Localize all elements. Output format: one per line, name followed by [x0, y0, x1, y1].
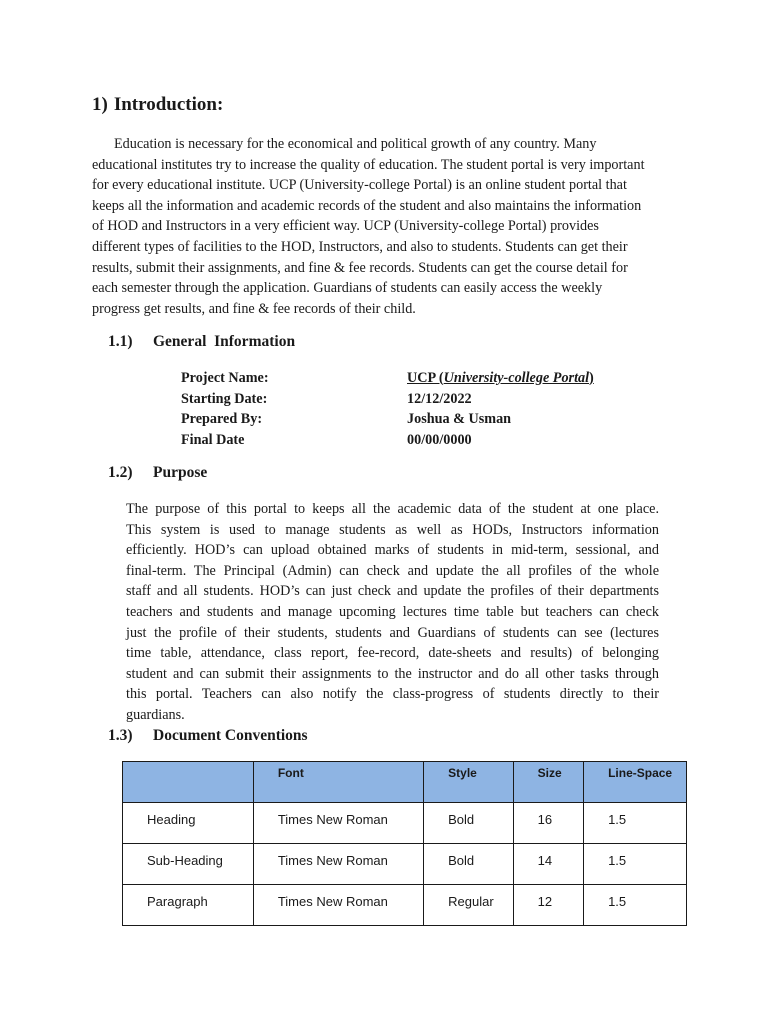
table-header-cell: Size [513, 762, 583, 803]
table-row [123, 844, 687, 885]
general-information-heading [108, 333, 295, 351]
paragraph-line: progress get results, and fine & fee records of their child. [92, 300, 416, 317]
paragraph-line: for every educational institute. UCP (University-college Portal) is an online student portal that [92, 177, 627, 194]
paragraph-line: The purpose of this portal to keeps all the academic data of the student at one place. [126, 501, 659, 517]
table-cell: 14 [513, 844, 583, 885]
purpose-heading [108, 464, 207, 482]
info-value: Joshua & Usman [407, 411, 512, 427]
table-cell: Sub-Heading [123, 844, 254, 885]
info-value: 00/00/0000 [407, 431, 472, 448]
introduction-paragraph [92, 134, 679, 319]
info-label: Final Date [181, 431, 245, 448]
paragraph-line: teachers and students and manage upcoming lectures time table but teachers can check [126, 603, 659, 620]
info-label: Starting Date: [181, 390, 268, 407]
paragraph-line: staff and all students. HOD’s can just check and update the profiles of their departments [126, 583, 659, 600]
table-cell: Bold [424, 803, 514, 844]
paragraph-line: student and can submit their assignments to the instructor and do all other tasks through [126, 665, 659, 682]
heading-number: 1.2) [108, 464, 133, 481]
table-row [123, 803, 687, 844]
paragraph-line: time table, attendance, class report, fee-record, date-sheets and results) of belonging [126, 645, 659, 662]
paragraph-line: results, submit their assignments, and fine & fee records. Students can get the course detail for [92, 259, 628, 276]
heading-title: General Information [153, 333, 296, 350]
heading-number: 1.3) [108, 727, 133, 744]
heading-number: 1.1) [108, 333, 133, 350]
paragraph-line: this portal. Teachers can also notify the class-progress of students directly to their [126, 686, 659, 703]
paragraph-line: This system is used to manage students as well as HODs, Instructors information [126, 521, 659, 538]
paragraph-line: each semester through the application. Guardians of students can easily access the weekly [92, 280, 603, 297]
paragraph-line: efficiently. HOD’s can upload obtained marks of students in mid-term, sessional, and [126, 542, 659, 559]
table-cell: Regular [424, 885, 514, 926]
conventions-table [122, 761, 687, 926]
table-cell: Bold [424, 844, 514, 885]
table-cell: Times New Roman [253, 844, 423, 885]
heading-title: Purpose [153, 464, 208, 481]
paragraph-line: of HOD and Instructors in a very efficient way. UCP (University-college Portal) provides [92, 218, 599, 235]
table-cell: 12 [513, 885, 583, 926]
heading-title: Document Conventions [153, 727, 308, 744]
document-conventions-heading [108, 727, 308, 745]
table-header-cell: Style [424, 762, 514, 803]
paragraph-line: educational institutes try to increase the quality of education. The student portal is very important [92, 156, 645, 173]
table-cell: Times New Roman [253, 885, 423, 926]
table-cell: 1.5 [584, 885, 687, 926]
table-row [123, 885, 687, 926]
paragraph-line: keeps all the information and academic records of the student and also maintains the information [92, 197, 642, 214]
info-label: Project Name: [181, 370, 269, 386]
table-header-cell: Font [253, 762, 423, 803]
table-header-row [123, 762, 687, 803]
paragraph-line: guardians. [126, 706, 185, 723]
purpose-paragraph [126, 499, 659, 726]
table-cell: 16 [513, 803, 583, 844]
info-label: Prepared By: [181, 411, 263, 427]
table-cell: Heading [123, 803, 254, 844]
info-value: 12/12/2022 [407, 390, 472, 407]
paragraph-line: different types of facilities to the HOD, Instructors, and also to students. Students can get their [92, 238, 628, 255]
paragraph-line: final-term. The Principal (Admin) can check and update the all profiles of the whole [126, 562, 659, 579]
paragraph-line: Education is necessary for the economical and political growth of any country. Many [114, 136, 597, 152]
table-header-cell: Line-Space [584, 762, 687, 803]
table-cell: 1.5 [584, 803, 687, 844]
table-cell: 1.5 [584, 844, 687, 885]
introduction-heading [92, 94, 223, 116]
paragraph-line: just the profile of their students, students and Guardians of students can see (lectures [126, 624, 659, 641]
table-cell: Times New Roman [253, 803, 423, 844]
heading-number: 1) [92, 94, 108, 115]
info-value: UCP (University-college Portal) [407, 370, 594, 386]
heading-title: Introduction: [113, 94, 224, 115]
table-header-cell [123, 762, 254, 803]
table-cell: Paragraph [123, 885, 254, 926]
